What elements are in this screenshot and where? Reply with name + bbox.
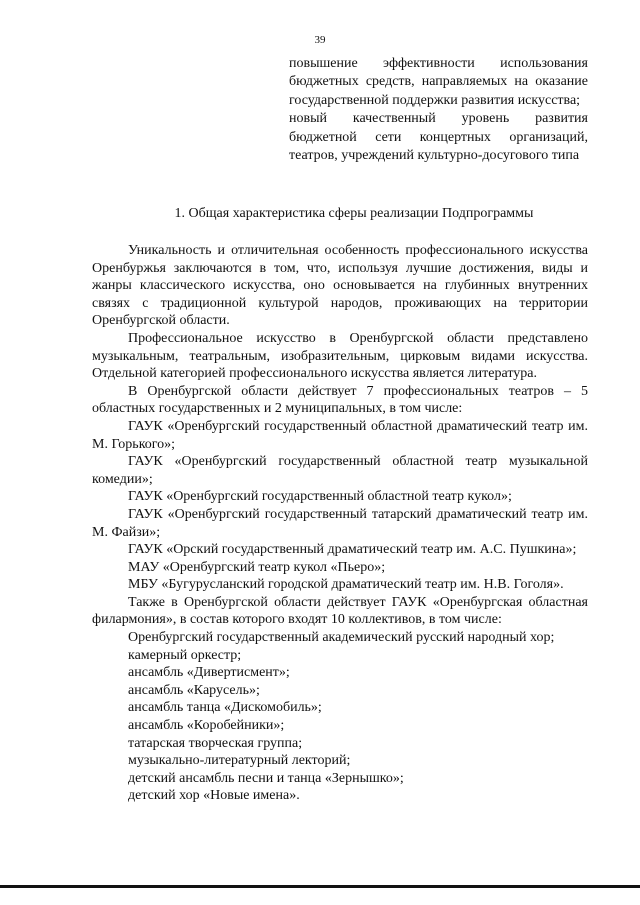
collective-item: ансамбль «Карусель»; bbox=[128, 682, 260, 698]
theatre-item: ГАУК «Оренбургский государственный областной театр музыкальной комедии»; bbox=[92, 454, 588, 487]
collective-item: музыкально-литературный лекторий; bbox=[128, 753, 351, 769]
body-text bbox=[92, 242, 588, 805]
theatre-item: МБУ «Бугурусланский городской драматический театр им. Н.В. Гоголя». bbox=[128, 577, 564, 593]
collective-item: ансамбль танца «Дискомобиль»; bbox=[128, 700, 322, 716]
collective-item: ансамбль «Дивертисмент»; bbox=[128, 665, 290, 681]
collective-item: камерный оркестр; bbox=[128, 647, 242, 663]
collective-item: детский ансамбль песни и танца «Зернышко»; bbox=[128, 770, 404, 786]
page-number: 39 bbox=[314, 34, 326, 46]
theatre-item: ГАУК «Оренбургский государственный областной театр кукол»; bbox=[128, 489, 512, 505]
theatre-item: МАУ «Оренбургский театр кукол «Пьеро»; bbox=[128, 559, 386, 575]
collective-item: татарская творческая группа; bbox=[128, 735, 303, 751]
philharmonic-intro: Также в Оренбургской области действует ГАУК «Оренбургская областная филармония», в состав которого входят 10 коллективов, в том числе: bbox=[92, 594, 588, 628]
collective-item: ансамбль «Коробейники»; bbox=[128, 718, 285, 734]
section-title: 1. Общая характеристика сферы реализации Подпрограммы bbox=[174, 206, 534, 221]
goal-item: повышение эффективности использования бюджетных средств, направляемых на оказание государственной поддержки развития искусства; bbox=[289, 56, 588, 108]
goals-list bbox=[289, 55, 588, 165]
collective-item: Оренбургский государственный академический русский народный хор; bbox=[128, 630, 555, 646]
paragraph: Профессиональное искусство в Оренбургской области представлено музыкальным, театральным, изобразительным, цирковым видами искусства. Отдельной категорией профессионального искусства является литература. bbox=[92, 330, 588, 382]
paragraph: В Оренбургской области действует 7 профессиональных театров – 5 областных государственных и 2 муниципальных, в том числе: bbox=[92, 383, 588, 417]
theatre-item: ГАУК «Оренбургский государственный областной драматический театр им. М. Горького»; bbox=[92, 418, 588, 452]
paragraph: Уникальность и отличительная особенность профессионального искусства Оренбуржья заключаются в том, что, используя лучшие достижения, виды и жанры классического искусства, оно основывается на глубинных внутренних связях с традиционной культурой народов, проживающих на территории Оренбургской области. bbox=[92, 243, 588, 329]
theatre-item: ГАУК «Оренбургский государственный татарский драматический театр им. М. Файзи»; bbox=[92, 506, 588, 540]
collective-item: детский хор «Новые имена». bbox=[128, 788, 300, 804]
bottom-rule bbox=[0, 885, 640, 888]
goal-item: новый качественный уровень развития бюджетной сети концертных организаций, театров, учреждений культурно-досугового типа bbox=[289, 111, 588, 164]
theatre-item: ГАУК «Орский государственный драматический театр им. А.С. Пушкина»; bbox=[128, 542, 577, 558]
